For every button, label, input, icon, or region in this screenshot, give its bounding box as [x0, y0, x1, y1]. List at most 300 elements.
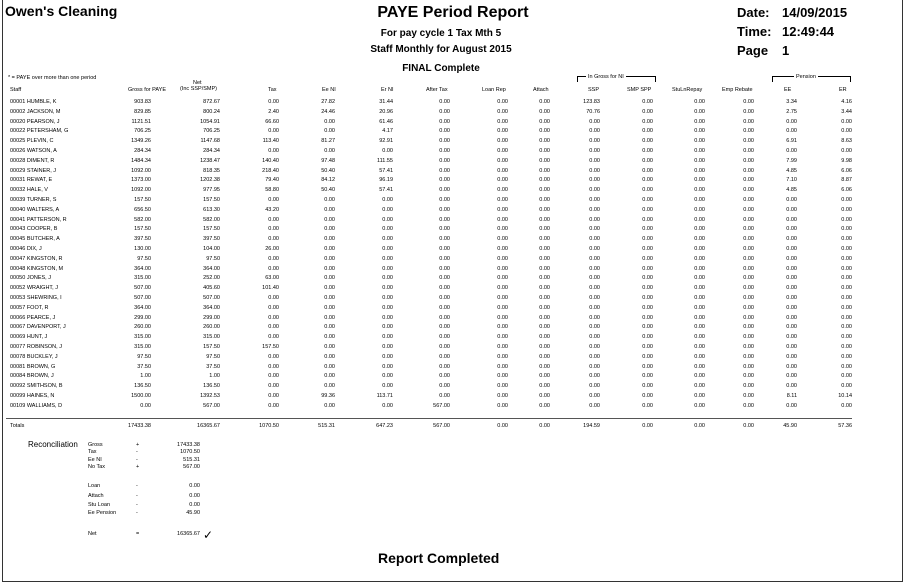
table-cell: 0.00	[497, 246, 508, 252]
table-cell: 0.00	[439, 344, 450, 350]
table-cell: 0.00	[642, 393, 653, 399]
table-cell: 0.00	[324, 304, 335, 311]
table-cell: 1500.00	[131, 393, 151, 399]
totals-cell: 194.59	[583, 422, 600, 429]
table-cell: 0.00	[743, 353, 754, 360]
table-cell: 0.00	[694, 275, 705, 282]
table-cell: 0.00	[589, 285, 600, 292]
table-cell: 20.96	[379, 108, 393, 115]
table-cell: 0.00	[694, 265, 705, 272]
table-cell: 1238.47	[200, 157, 220, 164]
table-cell: 0.00	[642, 324, 653, 331]
table-cell: 0.00	[589, 118, 600, 125]
table-cell: 0.00	[382, 206, 393, 213]
table-cell: 0.00	[539, 138, 550, 145]
table-cell: 0.00	[589, 314, 600, 321]
table-cell: 0.00	[786, 383, 797, 390]
table-cell: 0.00	[382, 363, 393, 370]
table-cell: 0.00	[324, 363, 335, 370]
table-cell: 0.00	[589, 295, 600, 301]
table-cell: 0.00	[382, 304, 393, 311]
table-cell: 0.00	[589, 324, 600, 331]
table-cell: 0.00	[539, 216, 550, 223]
table-cell: 0.00	[694, 295, 705, 301]
table-cell: 397.50	[203, 236, 220, 243]
staff-name: 00109 WALLIAMS, D	[10, 402, 63, 409]
table-cell: 567.00	[203, 402, 220, 409]
table-cell: 0.00	[642, 353, 653, 360]
table-cell: 397.50	[134, 236, 151, 243]
table-cell: 8.63	[841, 138, 852, 145]
recon-label: Loan	[88, 483, 101, 489]
table-cell: 1484.34	[131, 157, 151, 164]
table-cell: 0.00	[324, 324, 335, 331]
recon-operator: =	[136, 531, 140, 537]
table-cell: 0.00	[786, 402, 797, 409]
table-cell: 0.00	[539, 99, 550, 105]
table-cell: 1054.91	[200, 118, 220, 125]
table-cell: 0.00	[324, 334, 335, 341]
table-cell: 0.00	[642, 363, 653, 370]
table-cell: 0.00	[268, 265, 279, 272]
recon-label: Attach	[88, 493, 104, 499]
table-cell: 218.40	[262, 167, 279, 174]
table-cell: 3.34	[786, 99, 797, 105]
table-cell: 0.00	[539, 344, 550, 350]
table-cell: 0.00	[324, 236, 335, 243]
table-cell: 84.12	[321, 177, 335, 184]
table-cell: 0.00	[439, 187, 450, 194]
totals-cell: 17433.38	[128, 422, 151, 429]
table-cell: 0.00	[786, 353, 797, 360]
table-cell: 97.48	[321, 157, 335, 164]
table-cell: 0.00	[642, 148, 653, 154]
table-cell: 0.00	[589, 236, 600, 243]
table-cell: 0.00	[539, 363, 550, 370]
table-cell: 113.40	[262, 138, 279, 145]
table-cell: 0.00	[497, 206, 508, 213]
staff-name: 00053 SHEWRING, I	[10, 295, 62, 301]
table-cell: 0.00	[589, 226, 600, 233]
table-cell: 1.00	[209, 373, 220, 380]
table-cell: 0.00	[694, 216, 705, 223]
table-cell: 0.00	[743, 216, 754, 223]
table-cell: 0.00	[439, 246, 450, 252]
col-header-8: Attach	[533, 87, 549, 93]
table-cell: 0.00	[268, 373, 279, 380]
col-header-7: Loan Rep	[482, 87, 506, 93]
table-cell: 0.00	[694, 128, 705, 135]
table-cell: 0.00	[497, 324, 508, 331]
table-cell: 0.00	[743, 344, 754, 350]
table-cell: 0.00	[642, 138, 653, 145]
table-cell: 43.20	[265, 206, 279, 213]
table-cell: 0.00	[497, 197, 508, 203]
totals-cell: 0.00	[497, 422, 508, 429]
table-cell: 1092.00	[131, 187, 151, 194]
table-cell: 0.00	[743, 285, 754, 292]
table-cell: 0.00	[539, 226, 550, 233]
recon-operator: +	[136, 464, 140, 470]
table-cell: 284.34	[203, 148, 220, 154]
table-cell: 3.44	[841, 108, 852, 115]
table-cell: 0.00	[324, 226, 335, 233]
table-cell: 0.00	[694, 99, 705, 105]
recon-value: 45.90	[186, 510, 200, 516]
table-cell: 0.00	[324, 314, 335, 321]
table-cell: 405.60	[203, 285, 220, 292]
table-cell: 0.00	[694, 393, 705, 399]
table-cell: 0.00	[841, 324, 852, 331]
table-cell: 0.00	[642, 128, 653, 135]
table-cell: 0.00	[382, 402, 393, 409]
table-cell: 0.00	[786, 363, 797, 370]
table-cell: 0.00	[539, 334, 550, 341]
table-cell: 0.00	[642, 383, 653, 390]
table-cell: 0.00	[743, 206, 754, 213]
table-cell: 0.00	[382, 255, 393, 262]
table-cell: 872.67	[203, 99, 220, 105]
table-cell: 0.00	[382, 295, 393, 301]
table-cell: 0.00	[694, 363, 705, 370]
table-cell: 0.00	[642, 275, 653, 282]
table-cell: 0.00	[694, 344, 705, 350]
table-cell: 0.00	[539, 275, 550, 282]
table-cell: 0.00	[694, 197, 705, 203]
table-cell: 0.00	[497, 177, 508, 184]
table-cell: 0.00	[439, 275, 450, 282]
table-cell: 0.00	[439, 383, 450, 390]
table-cell: 0.00	[439, 334, 450, 341]
table-cell: 0.00	[786, 324, 797, 331]
col-header-10: SMP SPP	[627, 87, 652, 93]
table-cell: 0.00	[786, 304, 797, 311]
table-cell: 0.00	[694, 226, 705, 233]
table-cell: 140.40	[262, 157, 279, 164]
recon-value: 567.00	[183, 464, 200, 470]
table-cell: 0.00	[642, 216, 653, 223]
totals-cell: 0.00	[694, 422, 705, 429]
table-cell: 0.00	[694, 353, 705, 360]
table-cell: 0.00	[439, 255, 450, 262]
table-cell: 0.00	[324, 402, 335, 409]
table-cell: 0.00	[743, 246, 754, 252]
staff-name: 00026 WATSON, A	[10, 148, 57, 154]
table-cell: 0.00	[589, 138, 600, 145]
staff-name: 00045 BUTCHER, A	[10, 236, 60, 243]
staff-name: 00067 DAVENPORT, J	[10, 324, 66, 331]
table-cell: 0.00	[743, 138, 754, 145]
table-cell: 0.00	[786, 216, 797, 223]
table-cell: 0.00	[539, 167, 550, 174]
table-cell: 1349.26	[131, 138, 151, 145]
staff-name: 00031 REWAT, E	[10, 177, 53, 184]
table-cell: 0.00	[324, 275, 335, 282]
staff-name: 00057 FOOT, R	[10, 304, 49, 311]
table-cell: 0.00	[841, 295, 852, 301]
table-cell: 0.00	[539, 128, 550, 135]
staff-name: 00052 WRAIGHT, J	[10, 285, 58, 292]
table-cell: 10.14	[838, 393, 852, 399]
time-field: Time: 12:49:44	[737, 24, 835, 39]
staff-name: 00066 PEARCE, J	[10, 314, 56, 321]
table-cell: 0.00	[268, 383, 279, 390]
staff-name: 00043 COOPER, B	[10, 226, 58, 233]
table-cell: 0.00	[786, 246, 797, 252]
table-cell: 0.00	[539, 177, 550, 184]
totals-cell: 16365.67	[197, 422, 220, 429]
col-header-12: Emp Rebate	[722, 87, 753, 93]
table-cell: 0.00	[439, 295, 450, 301]
table-cell: 57.41	[379, 167, 393, 174]
company-name: Owen's Cleaning	[5, 3, 118, 19]
table-cell: 0.00	[743, 177, 754, 184]
table-cell: 0.00	[539, 108, 550, 115]
table-cell: 0.00	[324, 295, 335, 301]
table-cell: 0.00	[743, 295, 754, 301]
totals-cell: 0.00	[642, 422, 653, 429]
table-cell: 0.00	[497, 99, 508, 105]
table-cell: 0.00	[694, 187, 705, 194]
table-cell: 0.00	[268, 295, 279, 301]
table-cell: 0.00	[642, 255, 653, 262]
table-cell: 0.00	[589, 216, 600, 223]
table-cell: 0.00	[589, 148, 600, 154]
table-cell: 0.00	[539, 353, 550, 360]
table-cell: 0.00	[497, 265, 508, 272]
table-cell: 0.00	[642, 99, 653, 105]
totals-cell: 0.00	[539, 422, 550, 429]
table-cell: 157.50	[203, 226, 220, 233]
table-cell: 0.00	[589, 393, 600, 399]
table-cell: 0.00	[439, 216, 450, 223]
table-cell: 0.00	[743, 197, 754, 203]
table-cell: 0.00	[497, 285, 508, 292]
table-cell: 0.00	[841, 148, 852, 154]
table-cell: 1392.53	[200, 393, 220, 399]
table-cell: 0.00	[841, 236, 852, 243]
table-cell: 24.46	[321, 108, 335, 115]
table-cell: 260.00	[134, 324, 151, 331]
table-cell: 613.30	[203, 206, 220, 213]
table-cell: 0.00	[382, 236, 393, 243]
table-cell: 0.00	[743, 363, 754, 370]
recon-label: No Tax	[88, 464, 106, 470]
table-cell: 903.83	[134, 99, 151, 105]
table-cell: 0.00	[589, 157, 600, 164]
table-cell: 0.00	[589, 167, 600, 174]
table-cell: 0.00	[786, 226, 797, 233]
table-cell: 0.00	[268, 363, 279, 370]
table-cell: 299.00	[134, 314, 151, 321]
in-gross-label: In Gross for NI	[588, 74, 624, 80]
table-cell: 0.00	[268, 99, 279, 105]
table-cell: 0.00	[841, 275, 852, 282]
table-cell: 0.00	[324, 148, 335, 154]
table-cell: 0.00	[589, 246, 600, 252]
table-cell: 31.44	[379, 99, 393, 105]
staff-name: 00077 ROBINSON, J	[10, 344, 62, 350]
table-cell: 252.00	[203, 275, 220, 282]
table-cell: 2.40	[268, 108, 279, 115]
table-cell: 61.46	[379, 118, 393, 125]
table-cell: 0.00	[268, 393, 279, 399]
table-cell: 0.00	[439, 226, 450, 233]
table-cell: 0.00	[642, 187, 653, 194]
table-cell: 0.00	[497, 128, 508, 135]
table-cell: 6.06	[841, 167, 852, 174]
table-cell: 0.00	[786, 197, 797, 203]
table-cell: 0.00	[439, 148, 450, 154]
recon-value: 515.31	[183, 457, 200, 463]
table-cell: 507.00	[134, 285, 151, 292]
table-cell: 0.00	[642, 402, 653, 409]
table-cell: 4.16	[841, 99, 852, 105]
totals-cell: 0.00	[743, 422, 754, 429]
recon-label: Ee Pension	[88, 510, 117, 516]
table-cell: 0.00	[841, 206, 852, 213]
table-cell: 0.00	[268, 402, 279, 409]
table-cell: 50.40	[321, 167, 335, 174]
table-cell: 8.87	[841, 177, 852, 184]
table-cell: 0.00	[694, 373, 705, 380]
table-cell: 0.00	[694, 138, 705, 145]
table-cell: 0.00	[642, 334, 653, 341]
table-cell: 0.00	[439, 304, 450, 311]
table-cell: 0.00	[439, 108, 450, 115]
table-cell: 81.27	[321, 138, 335, 145]
table-cell: 1092.00	[131, 167, 151, 174]
staff-name: 00022 PETERSHAM, G	[10, 128, 69, 135]
table-cell: 6.06	[841, 187, 852, 194]
table-cell: 0.00	[589, 128, 600, 135]
table-cell: 0.00	[497, 108, 508, 115]
table-cell: 0.00	[439, 265, 450, 272]
table-cell: 0.00	[382, 285, 393, 292]
table-cell: 0.00	[439, 206, 450, 213]
table-cell: 0.00	[589, 344, 600, 350]
table-cell: 1.00	[140, 373, 151, 380]
table-cell: 0.00	[589, 197, 600, 203]
table-cell: 0.00	[743, 304, 754, 311]
table-cell: 315.00	[134, 344, 151, 350]
recon-label: Ee NI	[88, 457, 102, 463]
table-cell: 99.36	[321, 393, 335, 399]
table-cell: 2.75	[786, 108, 797, 115]
table-cell: 0.00	[841, 373, 852, 380]
table-cell: 0.00	[324, 118, 335, 125]
table-cell: 0.00	[642, 344, 653, 350]
recon-operator: -	[136, 502, 138, 508]
table-cell: 0.00	[841, 216, 852, 223]
table-cell: 0.00	[497, 393, 508, 399]
recon-value: 0.00	[189, 502, 200, 508]
table-cell: 0.00	[589, 265, 600, 272]
recon-operator: -	[136, 457, 138, 463]
totals-cell: 567.00	[433, 422, 450, 429]
staff-line: Staff Monthly for August 2015	[370, 44, 512, 55]
table-cell: 0.00	[439, 128, 450, 135]
totals-cell: 515.31	[318, 422, 335, 429]
table-cell: 0.00	[642, 177, 653, 184]
recon-operator: -	[136, 449, 138, 455]
table-cell: 260.00	[203, 324, 220, 331]
staff-name: 00039 TURNER, S	[10, 197, 57, 203]
table-cell: 0.00	[497, 334, 508, 341]
table-cell: 136.50	[134, 383, 151, 390]
table-cell: 0.00	[497, 226, 508, 233]
table-cell: 0.00	[382, 216, 393, 223]
table-cell: 0.00	[642, 118, 653, 125]
table-cell: 4.85	[786, 187, 797, 194]
recon-operator: -	[136, 483, 138, 489]
table-cell: 0.00	[539, 314, 550, 321]
table-cell: 818.35	[203, 167, 220, 174]
recon-operator: -	[136, 510, 138, 516]
table-cell: 0.00	[743, 99, 754, 105]
report-status: FINAL Complete	[402, 63, 480, 74]
table-cell: 0.00	[786, 236, 797, 243]
table-cell: 0.00	[786, 128, 797, 135]
table-cell: 0.00	[841, 197, 852, 203]
table-cell: 0.00	[841, 246, 852, 252]
reconciliation-title: Reconciliation	[28, 440, 78, 449]
table-cell: 1121.51	[131, 118, 151, 125]
table-cell: 0.00	[743, 383, 754, 390]
table-cell: 6.91	[786, 138, 797, 145]
recon-operator: +	[136, 442, 140, 448]
col-header-3: Tax	[268, 87, 277, 93]
table-cell: 0.00	[539, 236, 550, 243]
table-cell: 0.00	[694, 148, 705, 154]
col-header-14: ER	[839, 87, 847, 93]
table-cell: 0.00	[324, 197, 335, 203]
date-field: Date: 14/09/2015	[737, 5, 848, 20]
table-cell: 829.85	[134, 108, 151, 115]
table-cell: 37.50	[206, 363, 220, 370]
table-cell: 0.00	[589, 363, 600, 370]
table-cell: 0.00	[694, 304, 705, 311]
table-cell: 0.00	[268, 236, 279, 243]
table-cell: 0.00	[439, 197, 450, 203]
table-cell: 0.00	[694, 383, 705, 390]
table-cell: 97.50	[206, 255, 220, 262]
table-cell: 0.00	[841, 383, 852, 390]
table-cell: 0.00	[642, 304, 653, 311]
table-cell: 0.00	[694, 167, 705, 174]
table-cell: 4.85	[786, 167, 797, 174]
table-cell: 706.25	[203, 128, 220, 135]
table-cell: 0.00	[786, 334, 797, 341]
totals-cell: 647.23	[376, 422, 393, 429]
table-cell: 0.00	[642, 206, 653, 213]
recon-label: Tax	[88, 449, 97, 455]
recon-value: 16365.67	[177, 531, 200, 537]
table-cell: 0.00	[497, 216, 508, 223]
table-cell: 0.00	[439, 177, 450, 184]
table-cell: 123.83	[583, 99, 600, 105]
table-cell: 0.00	[589, 402, 600, 409]
table-cell: 0.00	[382, 197, 393, 203]
table-cell: 0.00	[497, 363, 508, 370]
table-cell: 315.00	[203, 334, 220, 341]
table-cell: 0.00	[786, 285, 797, 292]
col-header-5: Er NI	[381, 87, 394, 93]
col-header-13: EE	[784, 87, 792, 93]
table-cell: 0.00	[497, 402, 508, 409]
paye-note: * = PAYE over more than one period	[8, 75, 97, 81]
table-cell: 0.00	[786, 265, 797, 272]
